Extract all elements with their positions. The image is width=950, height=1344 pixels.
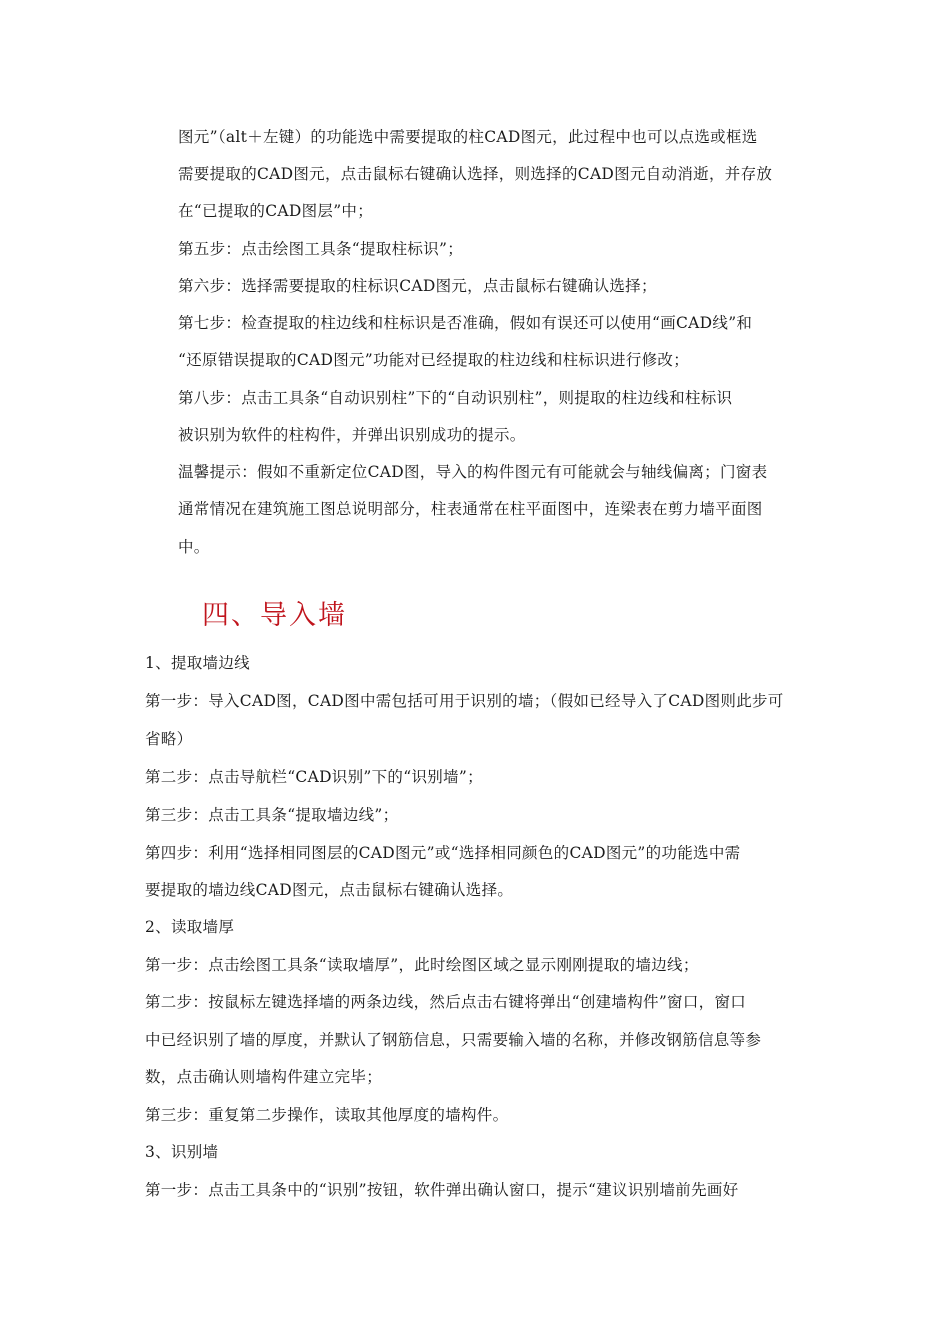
paragraph-line: 第五步：点击绘图工具条“提取柱标识”； — [178, 240, 464, 258]
paragraph-line: 第八步：点击工具条“自动识别柱”下的“自动识别柱”，则提取的柱边线和柱标识 — [178, 389, 733, 407]
paragraph-line: 数，点击确认则墙构件建立完毕； — [145, 1068, 383, 1086]
paragraph-line: 第七步：检查提取的柱边线和柱标识是否准确，假如有误还可以使用“画CAD线”和 — [178, 314, 753, 332]
paragraph-line: 第三步：重复第二步操作，读取其他厚度的墙构件。 — [145, 1106, 509, 1124]
paragraph-line: 在“已提取的CAD图层”中； — [178, 202, 374, 220]
paragraph-line: 第一步：点击绘图工具条“读取墙厚”，此时绘图区域之显示刚刚提取的墙边线； — [145, 956, 699, 974]
paragraph-line: 中。 — [178, 538, 210, 556]
paragraph-line: 被识别为软件的柱构件，并弹出识别成功的提示。 — [178, 426, 526, 444]
paragraph-line: “还原错误提取的CAD图元”功能对已经提取的柱边线和柱标识进行修改； — [178, 351, 690, 369]
subheading: 1、提取墙边线 — [145, 654, 250, 672]
paragraph-line: 温馨提示：假如不重新定位CAD图，导入的构件图元有可能就会与轴线偏离；门窗表 — [178, 463, 768, 481]
subheading: 3、识别墙 — [145, 1143, 219, 1161]
section-heading: 四、导入墙 — [202, 600, 347, 631]
paragraph-line: 省略） — [145, 730, 193, 748]
subheading: 2、读取墙厚 — [145, 918, 235, 936]
paragraph-line: 通常情况在建筑施工图总说明部分，柱表通常在柱平面图中，连梁表在剪力墙平面图 — [178, 500, 763, 518]
paragraph-line: 第一步：点击工具条中的“识别”按钮，软件弹出确认窗口，提示“建议识别墙前先画好 — [145, 1181, 739, 1199]
paragraph-line: 第一步：导入CAD图，CAD图中需包括可用于识别的墙；（假如已经导入了CAD图则此步可 — [145, 692, 784, 710]
paragraph-line: 第二步：点击导航栏“CAD识别”下的“识别墙”； — [145, 768, 483, 786]
paragraph-line: 第四步：利用“选择相同图层的CAD图元”或“选择相同颜色的CAD图元”的功能选中需 — [145, 844, 741, 862]
paragraph-line: 需要提取的CAD图元，点击鼠标右键确认选择，则选择的CAD图元自动消逝，并存放 — [178, 165, 773, 183]
paragraph-line: 第六步：选择需要提取的柱标识CAD图元，点击鼠标右键确认选择； — [178, 277, 657, 295]
paragraph-line: 第三步：点击工具条“提取墙边线”； — [145, 806, 399, 824]
paragraph-line: 要提取的墙边线CAD图元，点击鼠标右键确认选择。 — [145, 881, 514, 899]
paragraph-line: 图元”（alt＋左键）的功能选中需要提取的柱CAD图元，此过程中也可以点选或框选 — [178, 128, 758, 146]
paragraph-line: 中已经识别了墙的厚度，并默认了钢筋信息，只需要输入墙的名称，并修改钢筋信息等参 — [145, 1031, 762, 1049]
paragraph-line: 第二步：按鼠标左键选择墙的两条边线，然后点击右键将弹出“创建墙构件”窗口，窗口 — [145, 993, 747, 1011]
